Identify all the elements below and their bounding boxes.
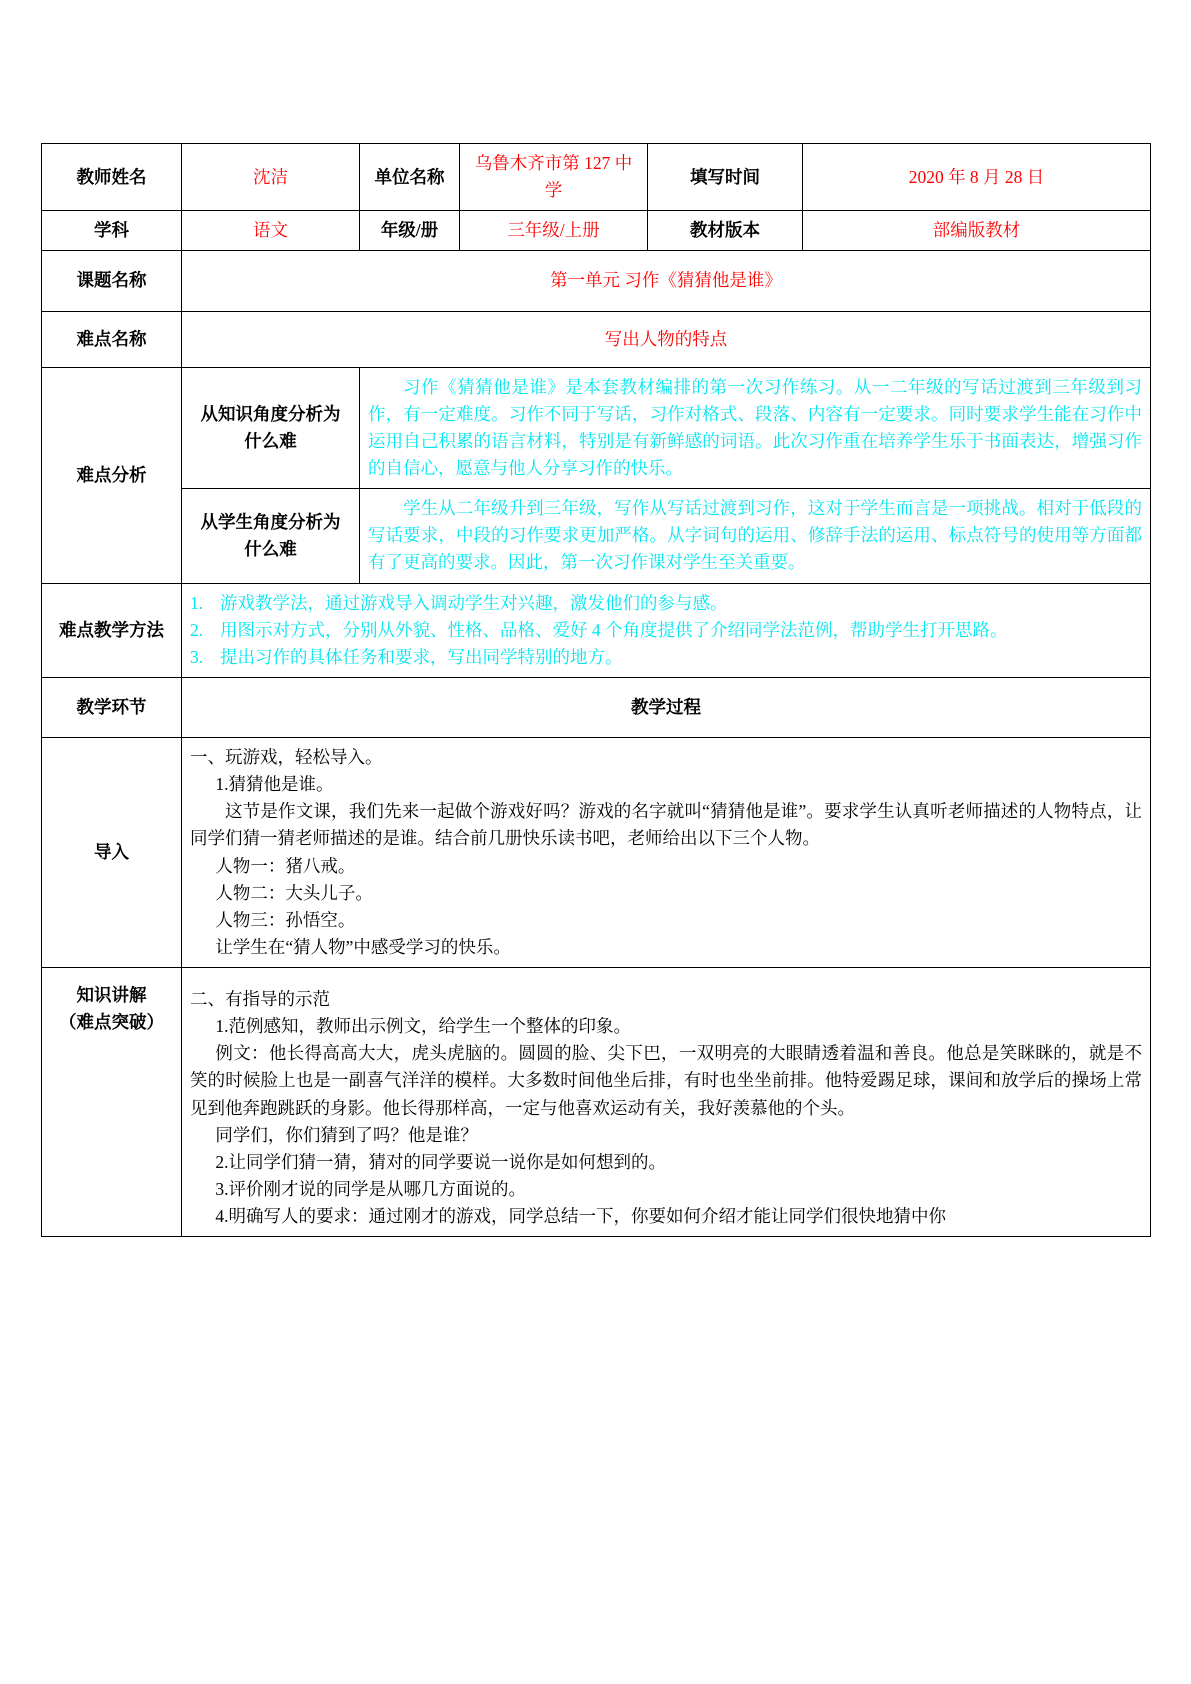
analysis-student-label-line2: 什么难 (244, 538, 297, 559)
list-item (190, 590, 1142, 617)
paragraph: 人物一：猪八戒。 (215, 855, 356, 876)
method-number: 2. (190, 619, 204, 640)
paragraph: 人物三：孙悟空。 (215, 909, 356, 930)
textbook-version-value: 部编版教材 (803, 211, 1151, 251)
paragraph: 4.明确写人的要求：通过刚才的游戏，同学总结一下，你要如何介绍才能让同学们很快地猜中你 (215, 1206, 946, 1226)
method-number: 3. (190, 646, 204, 667)
table-row-topic (42, 251, 1151, 311)
analysis-knowledge-label-line2: 什么难 (244, 430, 297, 451)
analysis-knowledge-label-line1: 从知识角度分析为 (200, 403, 341, 424)
method-text: 游戏教学法，通过游戏导入调动学生对兴趣，激发他们的参与感。 (220, 592, 728, 613)
methods-list (182, 583, 1151, 677)
process-content-explain (182, 968, 1151, 1237)
method-text: 提出习作的具体任务和要求，写出同学特别的地方。 (220, 646, 623, 667)
grade-label: 年级/册 (360, 211, 460, 251)
table-row-analysis-student (42, 489, 1151, 583)
fill-time-value: 2020 年 8 月 28 日 (803, 144, 1151, 211)
process-content-intro (182, 738, 1151, 968)
paragraph: 1.范例感知，教师出示例文，给学生一个整体的印象。 (215, 1016, 631, 1037)
table-row-basic-info-1 (42, 144, 1151, 211)
difficulty-value: 写出人物的特点 (182, 311, 1151, 367)
fill-time-label: 填写时间 (648, 144, 803, 211)
analysis-student-text: 学生从二年级升到三年级，写作从写话过渡到习作，这对于学生而言是一项挑战。相对于低段的写话要求，中段的习作要求更加严格。从字词句的运用、修辞手法的运用、标点符号的使用等方面都有了更高的要求。因此，第一次习作课对学生至关重要。 (368, 498, 1142, 573)
lesson-plan-table (41, 143, 1151, 1237)
table-row-stage-explain (42, 968, 1151, 1237)
stage-column-header: 教学环节 (42, 677, 182, 737)
subject-value: 语文 (182, 211, 360, 251)
topic-label: 课题名称 (42, 251, 182, 311)
analysis-student-label (182, 489, 360, 583)
topic-value: 第一单元 习作《猜猜他是谁》 (182, 251, 1151, 311)
paragraph: 1.猜猜他是谁。 (215, 774, 334, 795)
analysis-label: 难点分析 (42, 367, 182, 583)
teacher-name-label: 教师姓名 (42, 144, 182, 211)
table-row-process-header (42, 677, 1151, 737)
analysis-knowledge-text-cell (360, 367, 1151, 489)
difficulty-label: 难点名称 (42, 311, 182, 367)
paragraph: 3.评价刚才说的同学是从哪几方面说的。 (215, 1178, 526, 1199)
subject-label: 学科 (42, 211, 182, 251)
unit-name-value: 乌鲁木齐市第 127 中学 (460, 144, 648, 211)
method-text: 用图示对方式，分别从外貌、性格、品格、爱好 4 个角度提供了介绍同学法范例，帮助学生打开思路。 (220, 619, 1008, 640)
analysis-student-text-cell (360, 489, 1151, 583)
process-column-header: 教学过程 (182, 677, 1151, 737)
paragraph: 一、玩游戏，轻松导入。 (190, 747, 383, 767)
table-row-difficulty (42, 311, 1151, 367)
grade-value: 三年级/上册 (460, 211, 648, 251)
stage-label-explain (42, 968, 182, 1237)
unit-name-label: 单位名称 (360, 144, 460, 211)
paragraph: 这节是作文课，我们先来一起做个游戏好吗？游戏的名字就叫“猜猜他是谁”。要求学生认真听老师描述的人物特点，让同学们猜一猜老师描述的是谁。结合前几册快乐读书吧，老师给出以下三个人物。 (190, 801, 1142, 849)
textbook-version-label: 教材版本 (648, 211, 803, 251)
method-number: 1. (190, 592, 204, 613)
table-row-stage-intro (42, 738, 1151, 968)
paragraph: 同学们，你们猜到了吗？他是谁？ (215, 1124, 478, 1145)
table-row-methods (42, 583, 1151, 677)
table-row-basic-info-2 (42, 211, 1151, 251)
list-item (190, 617, 1142, 644)
paragraph: 二、有指导的示范 (190, 989, 330, 1009)
teacher-name-value: 沈洁 (182, 144, 360, 211)
table-row-analysis-knowledge (42, 367, 1151, 489)
paragraph: 人物二：大头儿子。 (215, 882, 373, 903)
analysis-knowledge-label (182, 367, 360, 489)
stage-label-explain-line2: （难点突破） (59, 1012, 164, 1033)
stage-label-intro: 导入 (42, 738, 182, 968)
paragraph: 让学生在“猜人物”中感受学习的快乐。 (215, 936, 511, 957)
paragraph: 例文：他长得高高大大，虎头虎脑的。圆圆的脸、尖下巴，一双明亮的大眼睛透着温和善良。他总是笑眯眯的，就是不笑的时候脸上也是一副喜气洋洋的模样。大多数时间他坐后排，有时也坐坐前排。他特爱踢足球，课间和放学后的操场上常见到他奔跑跳跃的身影。他长得那样高，一定与他喜欢运动有关，我好羡慕他的个头。 (190, 1043, 1142, 1118)
analysis-student-label-line1: 从学生角度分析为 (200, 511, 341, 532)
analysis-knowledge-text: 习作《猜猜他是谁》是本套教材编排的第一次习作练习。从一二年级的写话过渡到三年级到习作，有一定难度。习作不同于写话，习作对格式、段落、内容有一定要求。同时要求学生能在习作中运用自己积累的语言材料，特别是有新鲜感的词语。此次习作重在培养学生乐于书面表达，增强习作的自信心，愿意与他人分享习作的快乐。 (368, 376, 1142, 478)
methods-label: 难点教学方法 (42, 583, 182, 677)
list-item (190, 644, 1142, 671)
stage-label-explain-line1: 知识讲解 (76, 985, 147, 1005)
paragraph: 2.让同学们猜一猜，猜对的同学要说一说你是如何想到的。 (215, 1151, 666, 1172)
